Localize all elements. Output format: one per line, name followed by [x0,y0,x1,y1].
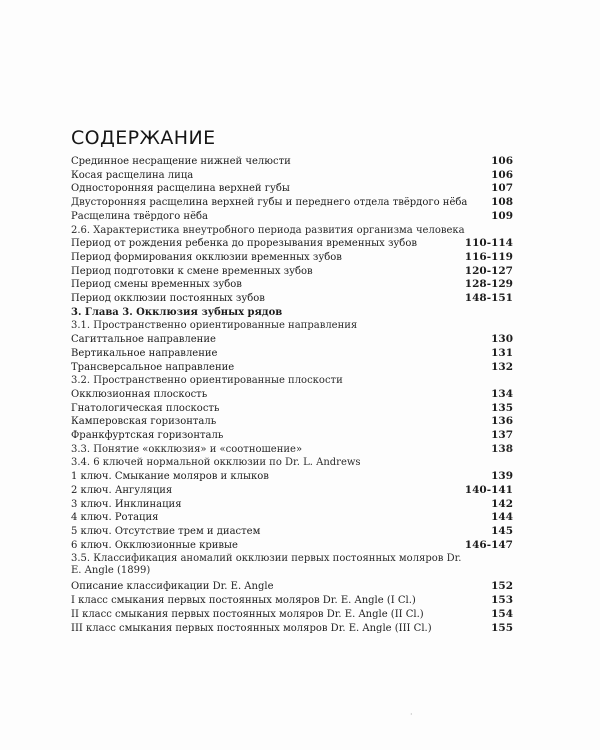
entry-title: 3.4. 6 ключей нормальной окклюзии по Dr. L. Andrews [71,457,361,469]
toc-entry [71,155,513,169]
entry-page: 108 [491,196,513,209]
toc-entry [71,580,513,594]
toc-entry [71,429,513,443]
entry-title: 4 ключ. Ротация [71,512,159,524]
entry-page: 145 [491,524,513,537]
entry-page: 107 [491,182,513,195]
toc-entry [71,251,513,265]
entry-page: 106 [491,155,513,167]
toc-entry [71,361,513,375]
entry-page: 132 [491,360,513,373]
entry-page: 106 [491,168,513,181]
entry-title: 1 ключ. Смыкание моляров и клыков [71,471,269,483]
entry-page: 135 [491,401,513,414]
toc-section-heading [71,443,513,457]
page-title: СОДЕРЖАНИЕ [71,127,216,149]
entry-title: Описание классификации Dr. E. Angle [71,581,274,593]
entry-page: 155 [491,621,513,634]
entry-title: Период окклюзии постоянных зубов [71,293,265,305]
toc-entry [71,608,513,622]
entry-title: Окклюзионная плоскость [71,388,208,400]
entry-title: 5 ключ. Отсутствие трем и диастем [71,525,261,537]
entry-page: 146-147 [464,538,513,551]
entry-title: 6 ключ. Окклюзионные кривые [71,539,238,551]
toc-entry [71,210,513,224]
entry-title: II класс смыкания первых постоянных моляров Dr. E. Angle (II Cl.) [71,608,424,620]
entry-title: III класс смыкания первых постоянных моляров Dr. E. Angle (III Cl.) [71,622,432,634]
entry-title: Гнатологическая плоскость [71,402,220,414]
toc-section-heading [71,456,513,470]
toc-entry [71,333,513,347]
entry-page: 116-119 [464,250,513,263]
toc-entry [71,594,513,608]
toc-entry [71,265,513,279]
entry-page: 138 [491,442,513,455]
entry-page: 137 [491,429,513,442]
entry-page: 148-151 [464,292,513,305]
toc-entry [71,347,513,361]
entry-page: 134 [491,387,513,400]
entry-title: 3.1. Пространственно ориентированные направления [71,320,358,332]
toc-entry [71,539,513,553]
toc-chapter-heading [71,306,513,320]
entry-title: 3. Глава 3. Окклюзия зубных рядов [71,306,283,318]
toc-entry [71,402,513,416]
entry-title: Двусторонняя расщелина верхней губы и переднего отдела твёрдого нёба [71,197,468,209]
toc-section-heading [71,319,513,333]
entry-title: 3.5. Классификация аномалий окклюзии первых постоянных моляров Dr. E. Angle (1899) [71,553,462,576]
entry-title: Сагиттальное направление [71,334,216,346]
entry-title: Период от рождения ребенка до прорезывания временных зубов [71,238,417,250]
toc-entry [71,169,513,183]
entry-page: 152 [491,580,513,593]
entry-page: 128-129 [464,278,513,291]
entry-title: Период смены временных зубов [71,279,242,291]
table-of-contents [71,155,513,635]
toc-entry [71,470,513,484]
toc-entry [71,237,513,251]
entry-title: Камперовская горизонталь [71,416,217,428]
entry-title: Косая расщелина лица [71,169,194,181]
toc-section-heading [71,552,513,580]
entry-title: Период подготовки к смене временных зубов [71,265,313,277]
toc-entry [71,388,513,402]
toc-entry [71,622,513,636]
entry-page: 139 [491,470,513,483]
entry-title: Срединное несращение нижней челюсти [71,156,291,167]
toc-entry [71,415,513,429]
entry-title: 2.6. Характеристика внеутробного периода развития организма человека [71,224,465,236]
toc-entry [71,278,513,292]
entry-page: 153 [491,594,513,607]
entry-page: 144 [491,511,513,524]
entry-title: Трансверсальное направление [71,361,235,373]
toc-entry [71,182,513,196]
toc-entry [71,498,513,512]
entry-page: 140-141 [464,483,513,496]
entry-title: Вертикальное направление [71,347,218,359]
entry-page: 142 [491,497,513,510]
entry-title: 2 ключ. Ангуляция [71,484,173,496]
toc-entry [71,196,513,210]
entry-title: Период формирования окклюзии временных зубов [71,251,342,263]
entry-page: 131 [491,346,513,359]
entry-title: Франкфуртская горизонталь [71,430,224,442]
toc-entry [71,484,513,498]
toc-section-heading [71,374,513,388]
entry-title: 3.2. Пространственно ориентированные плоскости [71,375,343,387]
entry-title: Расщелина твёрдого нёба [71,210,208,222]
toc-section-heading [71,224,513,238]
entry-page: 120-127 [464,264,513,277]
entry-title: I класс смыкания первых постоянных моляров Dr. E. Angle (I Cl.) [71,595,416,607]
toc-entry [71,525,513,539]
entry-page: 136 [491,415,513,428]
entry-page: 109 [491,209,513,222]
entry-title: 3.3. Понятие «окклюзия» и «соотношение» [71,443,303,455]
entry-page: 110-114 [464,237,513,250]
entry-page: 130 [491,333,513,346]
toc-entry [71,511,513,525]
toc-entry [71,292,513,306]
entry-page: 154 [491,607,513,620]
entry-title: Односторонняя расщелина верхней губы [71,183,290,195]
scan-mark: · [410,710,413,719]
entry-title: 3 ключ. Инклинация [71,498,182,510]
